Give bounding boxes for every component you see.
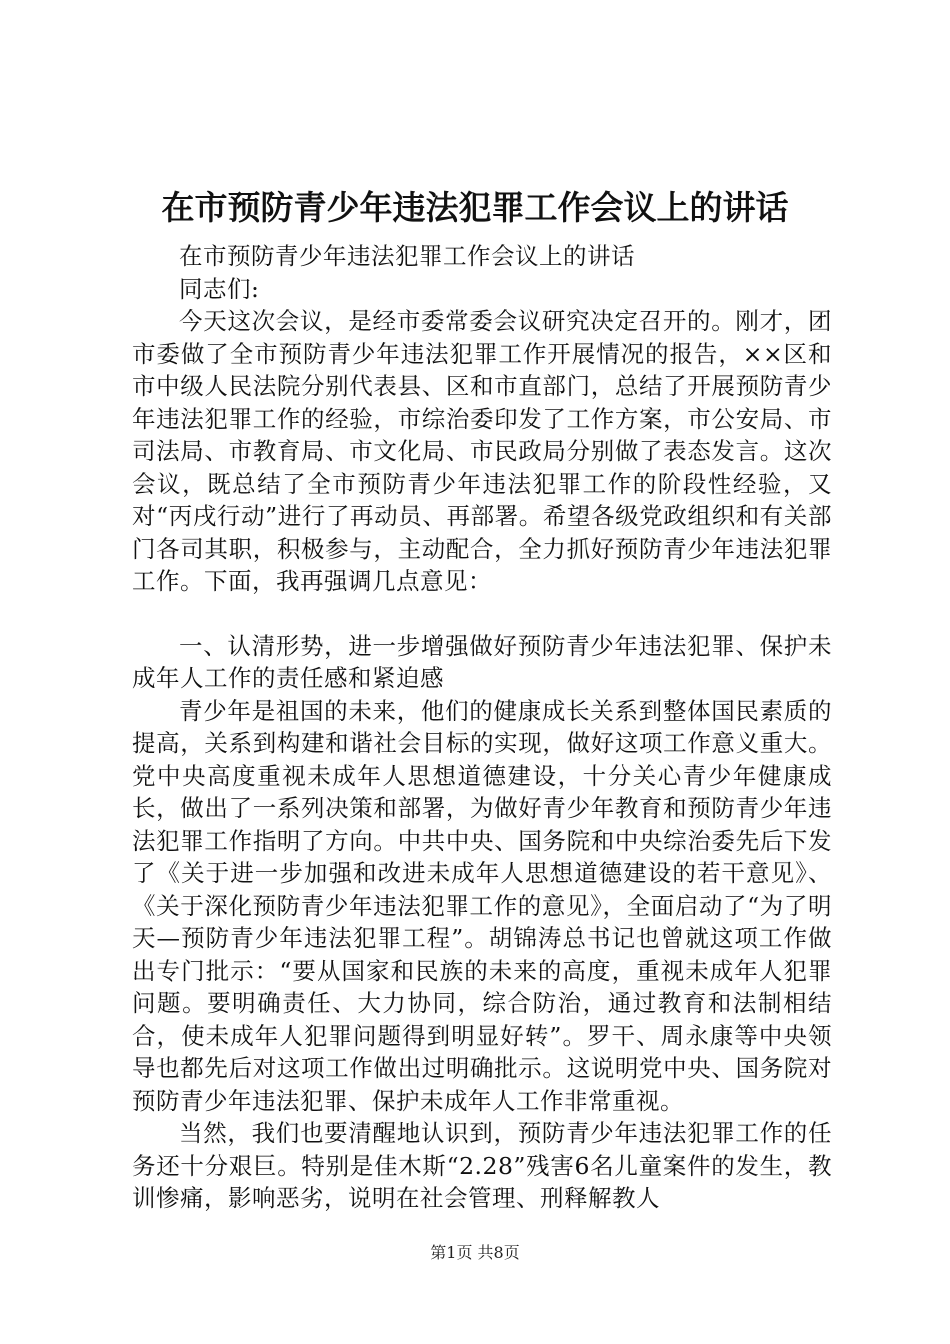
body-paragraph: 青少年是祖国的未来，他们的健康成长关系到整体国民素质的提高，关系到构建和谐社会目标的实现，做好这项工作意义重大。党中央高度重视未成年人思想道德建设，十分关心青少年健康成长，做出了一系列决策和部署，为做好青少年教育和预防青少年违法犯罪工作指明了方向。中共中央、国务院和中央综治委先后下发了《关于进一步加强和改进未成年人思想道德建设的若干意见》、《关于深化预防青少年违法犯罪工作的意见》，全面启动了“为了明天—预防青少年违法犯罪工程”。胡锦涛总书记也曾就这项工作做出专门批示：“要从国家和民族的未来的高度，重视未成年人犯罪问题。要明确责任、大力协同，综合防治，通过教育和法制相结合，使未成年人犯罪问题得到明显好转”。罗干、周永康等中央领导也都先后对这项工作做出过明确批示。这说明党中央、国务院对预防青少年违法犯罪、保护未成年人工作非常重视。 [132,696,832,1115]
subtitle-paragraph: 在市预防青少年违法犯罪工作会议上的讲话 [179,242,635,270]
document-body [132,240,832,1215]
section-heading: 一、认清形势，进一步增强做好预防青少年违法犯罪、保护未成年人工作的责任感和紧迫感 [132,631,832,692]
body-paragraph: 当然，我们也要清醒地认识到，预防青少年违法犯罪工作的任务还十分艰巨。特别是佳木斯“2.28”残害6名儿童案件的发生，教训惨痛，影响恶劣，说明在社会管理、刑释解教人 [132,1119,832,1212]
body-paragraph: 今天这次会议，是经市委常委会议研究决定召开的。刚才，团市委做了全市预防青少年违法犯罪工作开展情况的报告，××区和市中级人民法院分别代表县、区和市直部门，总结了开展预防青少年违法犯罪工作的经验，市综治委印发了工作方案，市公安局、市司法局、市教育局、市文化局、市民政局分别做了表态发言。这次会议，既总结了全市预防青少年违法犯罪工作的阶段性经验，又对“丙戌行动”进行了再动员、再部署。希望各级党政组织和有关部门各司其职，积极参与，主动配合，全力抓好预防青少年违法犯罪工作。下面，我再强调几点意见： [132,307,832,595]
page-footer: 第1页 共8页 [430,1243,520,1262]
salutation-paragraph: 同志们: [179,274,260,303]
document-title: 在市预防青少年违法犯罪工作会议上的讲话 [161,188,789,227]
